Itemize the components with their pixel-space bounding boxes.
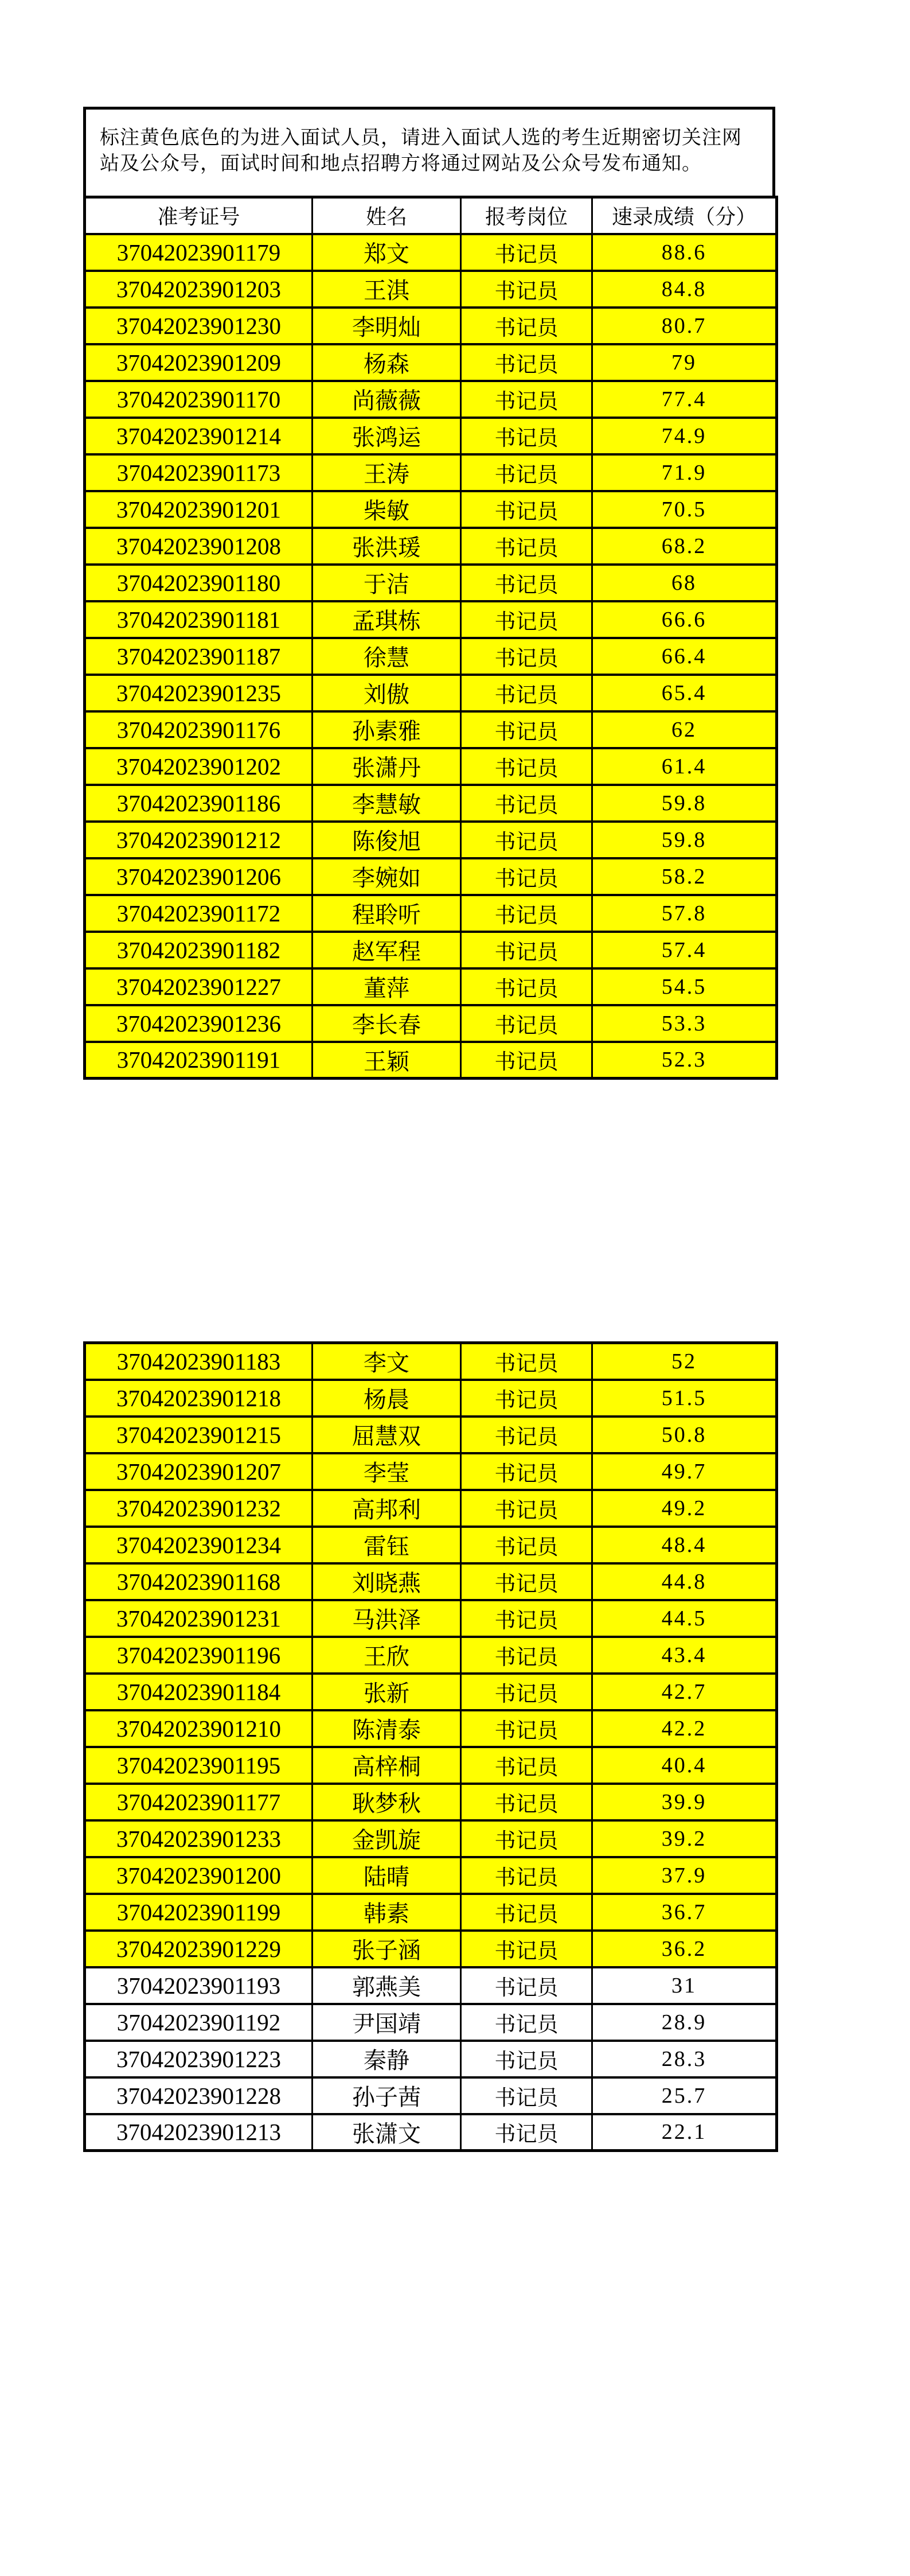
cell-admission-number: 37042023901227 (85, 968, 313, 1005)
table-row (85, 234, 777, 271)
cell-score: 39.9 (592, 1784, 777, 1820)
score-table-page-1 (83, 196, 778, 1080)
table-row (85, 1005, 777, 1042)
cell-admission-number: 37042023901229 (85, 1931, 313, 1967)
cell-score: 36.7 (592, 1894, 777, 1931)
cell-score: 88.6 (592, 234, 777, 271)
cell-position: 书记员 (461, 2114, 592, 2151)
table-row (85, 1453, 777, 1490)
table-row (85, 381, 777, 418)
table-row (85, 822, 777, 858)
cell-admission-number: 37042023901193 (85, 1967, 313, 2004)
cell-position: 书记员 (461, 454, 592, 491)
cell-name: 李长春 (313, 1005, 461, 1042)
cell-position: 书记员 (461, 1931, 592, 1967)
cell-position: 书记员 (461, 2041, 592, 2077)
cell-position: 书记员 (461, 1005, 592, 1042)
cell-admission-number: 37042023901209 (85, 344, 313, 381)
cell-position: 书记员 (461, 1820, 592, 1857)
table-row (85, 785, 777, 822)
cell-position: 书记员 (461, 1637, 592, 1674)
cell-admission-number: 37042023901199 (85, 1894, 313, 1931)
cell-admission-number: 37042023901208 (85, 528, 313, 565)
cell-name: 王欣 (313, 1637, 461, 1674)
cell-name: 耿梦秋 (313, 1784, 461, 1820)
cell-name: 李婉如 (313, 858, 461, 895)
table-row (85, 1343, 777, 1380)
cell-score: 51.5 (592, 1380, 777, 1417)
cell-position: 书记员 (461, 344, 592, 381)
table-row (85, 1380, 777, 1417)
table-row (85, 601, 777, 638)
cell-position: 书记员 (461, 858, 592, 895)
cell-score: 48.4 (592, 1527, 777, 1563)
cell-score: 37.9 (592, 1857, 777, 1894)
cell-score: 49.2 (592, 1490, 777, 1527)
cell-admission-number: 37042023901231 (85, 1600, 313, 1637)
table-row (85, 748, 777, 785)
cell-position: 书记员 (461, 1710, 592, 1747)
cell-name: 张洪瑗 (313, 528, 461, 565)
cell-admission-number: 37042023901176 (85, 711, 313, 748)
table-row (85, 1820, 777, 1857)
cell-admission-number: 37042023901202 (85, 748, 313, 785)
cell-score: 42.2 (592, 1710, 777, 1747)
cell-score: 57.4 (592, 932, 777, 968)
cell-score: 31 (592, 1967, 777, 2004)
cell-position: 书记员 (461, 601, 592, 638)
cell-admission-number: 37042023901207 (85, 1453, 313, 1490)
cell-name: 张鸿运 (313, 418, 461, 454)
cell-name: 张潇文 (313, 2114, 461, 2151)
cell-position: 书记员 (461, 1563, 592, 1600)
cell-admission-number: 37042023901192 (85, 2004, 313, 2041)
cell-score: 80.7 (592, 308, 777, 344)
table-row (85, 528, 777, 565)
cell-score: 40.4 (592, 1747, 777, 1784)
cell-score: 39.2 (592, 1820, 777, 1857)
cell-score: 50.8 (592, 1417, 777, 1453)
cell-admission-number: 37042023901228 (85, 2077, 313, 2114)
cell-name: 秦静 (313, 2041, 461, 2077)
cell-position: 书记员 (461, 1784, 592, 1820)
cell-name: 郑文 (313, 234, 461, 271)
cell-position: 书记员 (461, 1747, 592, 1784)
cell-score: 42.7 (592, 1674, 777, 1710)
cell-name: 尹国靖 (313, 2004, 461, 2041)
header-cell-position: 报考岗位 (461, 197, 592, 234)
cell-admission-number: 37042023901200 (85, 1857, 313, 1894)
cell-score: 71.9 (592, 454, 777, 491)
cell-position: 书记员 (461, 1967, 592, 2004)
table-row (85, 1894, 777, 1931)
cell-score: 28.3 (592, 2041, 777, 2077)
cell-admission-number: 37042023901187 (85, 638, 313, 675)
cell-admission-number: 37042023901214 (85, 418, 313, 454)
cell-position: 书记员 (461, 1894, 592, 1931)
cell-position: 书记员 (461, 932, 592, 968)
cell-name: 马洪泽 (313, 1600, 461, 1637)
cell-score: 59.8 (592, 785, 777, 822)
score-sheet (83, 107, 775, 2152)
cell-position: 书记员 (461, 491, 592, 528)
cell-admission-number: 37042023901218 (85, 1380, 313, 1417)
cell-name: 王涛 (313, 454, 461, 491)
cell-position: 书记员 (461, 1380, 592, 1417)
cell-name: 徐慧 (313, 638, 461, 675)
cell-name: 张子涵 (313, 1931, 461, 1967)
cell-score: 79 (592, 344, 777, 381)
table-row (85, 271, 777, 308)
cell-position: 书记员 (461, 1674, 592, 1710)
cell-position: 书记员 (461, 968, 592, 1005)
table-body-page-1 (85, 234, 777, 1079)
cell-admission-number: 37042023901168 (85, 1563, 313, 1600)
table-body-page-2 (85, 1343, 777, 2151)
table-row (85, 1784, 777, 1820)
table-row (85, 308, 777, 344)
table-row (85, 1967, 777, 2004)
cell-name: 高梓桐 (313, 1747, 461, 1784)
cell-admission-number: 37042023901179 (85, 234, 313, 271)
cell-name: 刘晓燕 (313, 1563, 461, 1600)
cell-score: 52.3 (592, 1042, 777, 1079)
cell-admission-number: 37042023901236 (85, 1005, 313, 1042)
cell-name: 尚薇薇 (313, 381, 461, 418)
header-cell-admission-number: 准考证号 (85, 197, 313, 234)
cell-name: 高邦利 (313, 1490, 461, 1527)
cell-admission-number: 37042023901195 (85, 1747, 313, 1784)
cell-name: 张新 (313, 1674, 461, 1710)
notice-text: 标注黄色底色的为进入面试人员，请进入面试人选的考生近期密切关注网站及公众号，面试时间和地点招聘方将通过网站及公众号发布通知。 (100, 127, 742, 174)
cell-score: 52 (592, 1343, 777, 1380)
table-row (85, 491, 777, 528)
table-row (85, 1674, 777, 1710)
cell-position: 书记员 (461, 1042, 592, 1079)
table-row (85, 1600, 777, 1637)
table-row (85, 1637, 777, 1674)
cell-score: 61.4 (592, 748, 777, 785)
cell-admission-number: 37042023901186 (85, 785, 313, 822)
cell-position: 书记员 (461, 822, 592, 858)
table-row (85, 711, 777, 748)
table-row (85, 344, 777, 381)
cell-position: 书记员 (461, 1857, 592, 1894)
table-row (85, 675, 777, 711)
table-row (85, 858, 777, 895)
cell-position: 书记员 (461, 1490, 592, 1527)
cell-admission-number: 37042023901172 (85, 895, 313, 932)
cell-position: 书记员 (461, 528, 592, 565)
cell-admission-number: 37042023901170 (85, 381, 313, 418)
cell-name: 刘傲 (313, 675, 461, 711)
cell-name: 李文 (313, 1343, 461, 1380)
table-row (85, 1710, 777, 1747)
table-row (85, 1931, 777, 1967)
cell-position: 书记员 (461, 1600, 592, 1637)
cell-name: 陈俊旭 (313, 822, 461, 858)
cell-position: 书记员 (461, 308, 592, 344)
table-row (85, 895, 777, 932)
cell-position: 书记员 (461, 1343, 592, 1380)
cell-score: 57.8 (592, 895, 777, 932)
cell-name: 李慧敏 (313, 785, 461, 822)
cell-name: 赵军程 (313, 932, 461, 968)
cell-score: 66.4 (592, 638, 777, 675)
cell-score: 68.2 (592, 528, 777, 565)
cell-name: 陆晴 (313, 1857, 461, 1894)
cell-position: 书记员 (461, 711, 592, 748)
cell-admission-number: 37042023901180 (85, 565, 313, 601)
header-cell-score: 速录成绩（分） (592, 197, 777, 234)
cell-score: 84.8 (592, 271, 777, 308)
cell-admission-number: 37042023901213 (85, 2114, 313, 2151)
cell-admission-number: 37042023901201 (85, 491, 313, 528)
cell-position: 书记员 (461, 565, 592, 601)
cell-name: 郭燕美 (313, 1967, 461, 2004)
cell-score: 44.5 (592, 1600, 777, 1637)
cell-name: 柴敏 (313, 491, 461, 528)
cell-position: 书记员 (461, 418, 592, 454)
cell-admission-number: 37042023901210 (85, 1710, 313, 1747)
cell-name: 李明灿 (313, 308, 461, 344)
cell-name: 王淇 (313, 271, 461, 308)
table-row (85, 1490, 777, 1527)
table-row (85, 565, 777, 601)
cell-admission-number: 37042023901235 (85, 675, 313, 711)
table-row (85, 1563, 777, 1600)
cell-name: 张潇丹 (313, 748, 461, 785)
cell-score: 22.1 (592, 2114, 777, 2151)
cell-score: 66.6 (592, 601, 777, 638)
table-row (85, 1857, 777, 1894)
table-row (85, 968, 777, 1005)
cell-admission-number: 37042023901177 (85, 1784, 313, 1820)
table-row (85, 418, 777, 454)
table-row (85, 1417, 777, 1453)
cell-position: 书记员 (461, 1527, 592, 1563)
cell-score: 77.4 (592, 381, 777, 418)
cell-name: 杨晨 (313, 1380, 461, 1417)
table-row (85, 1747, 777, 1784)
cell-name: 屈慧双 (313, 1417, 461, 1453)
cell-position: 书记员 (461, 675, 592, 711)
cell-score: 58.2 (592, 858, 777, 895)
table-row (85, 932, 777, 968)
cell-admission-number: 37042023901181 (85, 601, 313, 638)
cell-name: 程聆听 (313, 895, 461, 932)
cell-admission-number: 37042023901184 (85, 1674, 313, 1710)
cell-admission-number: 37042023901223 (85, 2041, 313, 2077)
score-table-page-2 (83, 1341, 778, 2152)
cell-position: 书记员 (461, 1453, 592, 1490)
table-row (85, 2004, 777, 2041)
cell-score: 28.9 (592, 2004, 777, 2041)
cell-name: 董萍 (313, 968, 461, 1005)
cell-admission-number: 37042023901196 (85, 1637, 313, 1674)
cell-admission-number: 37042023901232 (85, 1490, 313, 1527)
cell-score: 53.3 (592, 1005, 777, 1042)
cell-position: 书记员 (461, 785, 592, 822)
cell-name: 雷钰 (313, 1527, 461, 1563)
cell-name: 孙素雅 (313, 711, 461, 748)
cell-admission-number: 37042023901212 (85, 822, 313, 858)
cell-admission-number: 37042023901230 (85, 308, 313, 344)
cell-name: 孙子茜 (313, 2077, 461, 2114)
cell-score: 54.5 (592, 968, 777, 1005)
table-row (85, 638, 777, 675)
table-row (85, 2077, 777, 2114)
table-row (85, 2041, 777, 2077)
cell-admission-number: 37042023901215 (85, 1417, 313, 1453)
cell-admission-number: 37042023901234 (85, 1527, 313, 1563)
cell-admission-number: 37042023901173 (85, 454, 313, 491)
cell-name: 于洁 (313, 565, 461, 601)
cell-score: 43.4 (592, 1637, 777, 1674)
cell-admission-number: 37042023901206 (85, 858, 313, 895)
cell-position: 书记员 (461, 271, 592, 308)
header-row (85, 197, 777, 234)
cell-position: 书记员 (461, 2004, 592, 2041)
cell-score: 65.4 (592, 675, 777, 711)
cell-name: 李莹 (313, 1453, 461, 1490)
cell-score: 59.8 (592, 822, 777, 858)
table-row (85, 1527, 777, 1563)
cell-name: 孟琪栋 (313, 601, 461, 638)
cell-score: 25.7 (592, 2077, 777, 2114)
header-cell-name: 姓名 (313, 197, 461, 234)
table-row (85, 2114, 777, 2151)
cell-name: 陈清泰 (313, 1710, 461, 1747)
cell-admission-number: 37042023901233 (85, 1820, 313, 1857)
cell-score: 49.7 (592, 1453, 777, 1490)
cell-score: 44.8 (592, 1563, 777, 1600)
cell-position: 书记员 (461, 748, 592, 785)
cell-position: 书记员 (461, 234, 592, 271)
cell-position: 书记员 (461, 638, 592, 675)
cell-name: 金凯旋 (313, 1820, 461, 1857)
cell-position: 书记员 (461, 895, 592, 932)
cell-admission-number: 37042023901203 (85, 271, 313, 308)
cell-admission-number: 37042023901182 (85, 932, 313, 968)
table-row (85, 454, 777, 491)
cell-admission-number: 37042023901183 (85, 1343, 313, 1380)
cell-score: 70.5 (592, 491, 777, 528)
cell-name: 杨森 (313, 344, 461, 381)
cell-score: 68 (592, 565, 777, 601)
cell-position: 书记员 (461, 1417, 592, 1453)
cell-score: 74.9 (592, 418, 777, 454)
table-row (85, 1042, 777, 1079)
cell-name: 韩素 (313, 1894, 461, 1931)
cell-position: 书记员 (461, 381, 592, 418)
cell-admission-number: 37042023901191 (85, 1042, 313, 1079)
notice-box (83, 107, 775, 199)
cell-name: 王颖 (313, 1042, 461, 1079)
cell-score: 36.2 (592, 1931, 777, 1967)
cell-position: 书记员 (461, 2077, 592, 2114)
cell-score: 62 (592, 711, 777, 748)
